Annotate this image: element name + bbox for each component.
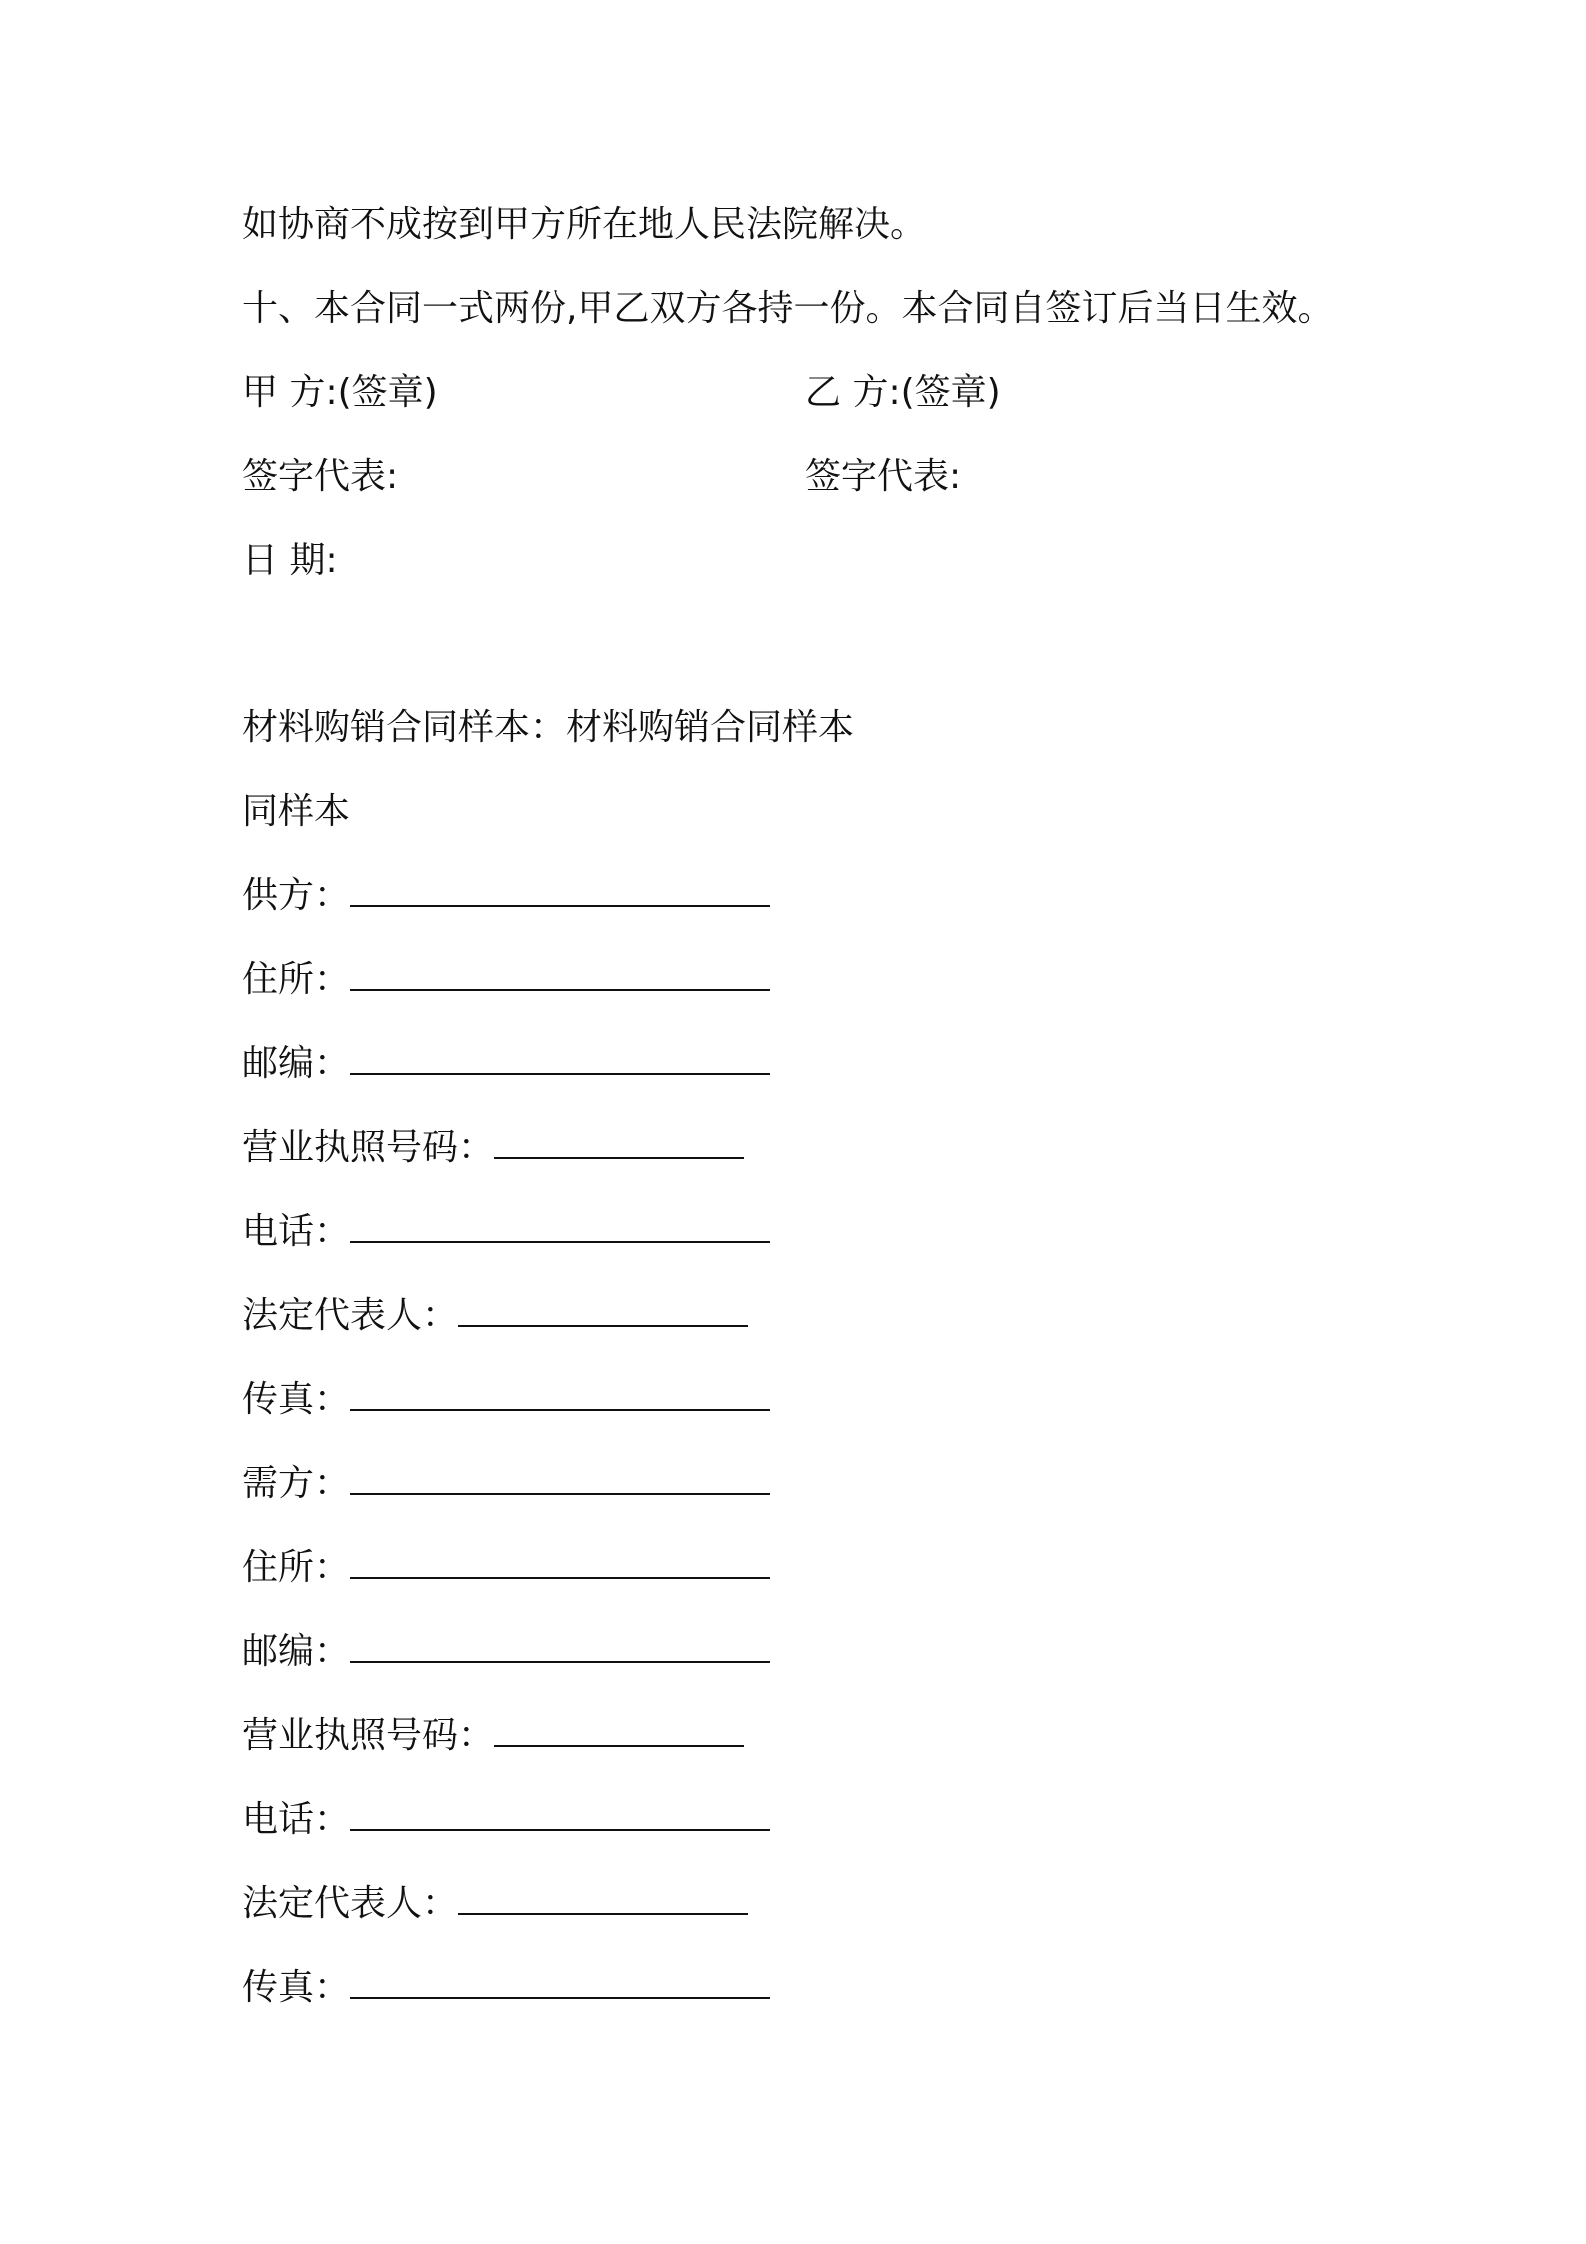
supplier-fax-blank[interactable] <box>350 1379 770 1411</box>
buyer-license-field <box>242 1714 744 1758</box>
buyer-license-label: 营业执照号码： <box>242 1715 495 1756</box>
supplier-phone-field <box>242 1210 770 1254</box>
supplier-name-label: 供方： <box>242 875 351 916</box>
buyer-address-blank[interactable] <box>350 1547 770 1579</box>
supplier-phone-label: 电话： <box>242 1211 351 1252</box>
party-a-rep-label: 签字代表: <box>242 456 399 497</box>
party-a-seal-label: 甲 方:(签章) <box>242 372 438 413</box>
buyer-license-blank[interactable] <box>494 1715 744 1747</box>
supplier-name-blank[interactable] <box>350 875 770 907</box>
supplier-address-label: 住所： <box>242 959 351 1000</box>
document-title: 材料购销合同样本：材料购销合同样本 <box>242 707 855 748</box>
buyer-postcode-blank[interactable] <box>350 1631 770 1663</box>
supplier-license-blank[interactable] <box>494 1127 744 1159</box>
supplier-legal-rep-blank[interactable] <box>458 1295 748 1327</box>
supplier-address-blank[interactable] <box>350 959 770 991</box>
supplier-fax-field <box>242 1378 770 1422</box>
document-title-continued: 同样本 <box>242 791 351 832</box>
buyer-phone-blank[interactable] <box>350 1799 770 1831</box>
buyer-fax-blank[interactable] <box>350 1967 770 1999</box>
buyer-legal-rep-field <box>242 1882 748 1926</box>
buyer-fax-label: 传真： <box>242 1967 351 2008</box>
buyer-legal-rep-blank[interactable] <box>458 1883 748 1915</box>
buyer-legal-rep-label: 法定代表人： <box>242 1883 459 1924</box>
supplier-legal-rep-label: 法定代表人： <box>242 1295 459 1336</box>
supplier-name-field <box>242 874 770 918</box>
clause-ten-text: 十、本合同一式两份,甲乙双方各持一份。本合同自签订后当日生效。 <box>242 288 1334 329</box>
buyer-phone-field <box>242 1798 770 1842</box>
buyer-address-label: 住所： <box>242 1547 351 1588</box>
supplier-postcode-blank[interactable] <box>350 1043 770 1075</box>
buyer-phone-label: 电话： <box>242 1799 351 1840</box>
supplier-fax-label: 传真： <box>242 1379 351 1420</box>
supplier-license-label: 营业执照号码： <box>242 1127 495 1168</box>
supplier-legal-rep-field <box>242 1294 748 1338</box>
date-label: 日 期: <box>242 540 338 581</box>
party-b-rep-label: 签字代表: <box>805 456 962 497</box>
supplier-postcode-field <box>242 1042 770 1086</box>
buyer-name-blank[interactable] <box>350 1463 770 1495</box>
buyer-address-field <box>242 1546 770 1590</box>
supplier-postcode-label: 邮编： <box>242 1043 351 1084</box>
buyer-name-field <box>242 1462 770 1506</box>
party-b-seal-label: 乙 方:(签章) <box>805 372 1001 413</box>
buyer-name-label: 需方： <box>242 1463 351 1504</box>
supplier-address-field <box>242 958 770 1002</box>
buyer-postcode-label: 邮编： <box>242 1631 351 1672</box>
supplier-phone-blank[interactable] <box>350 1211 770 1243</box>
supplier-license-field <box>242 1126 744 1170</box>
buyer-fax-field <box>242 1966 770 2010</box>
buyer-postcode-field <box>242 1630 770 1674</box>
clause-end-text: 如协商不成按到甲方所在地人民法院解决。 <box>242 204 927 245</box>
